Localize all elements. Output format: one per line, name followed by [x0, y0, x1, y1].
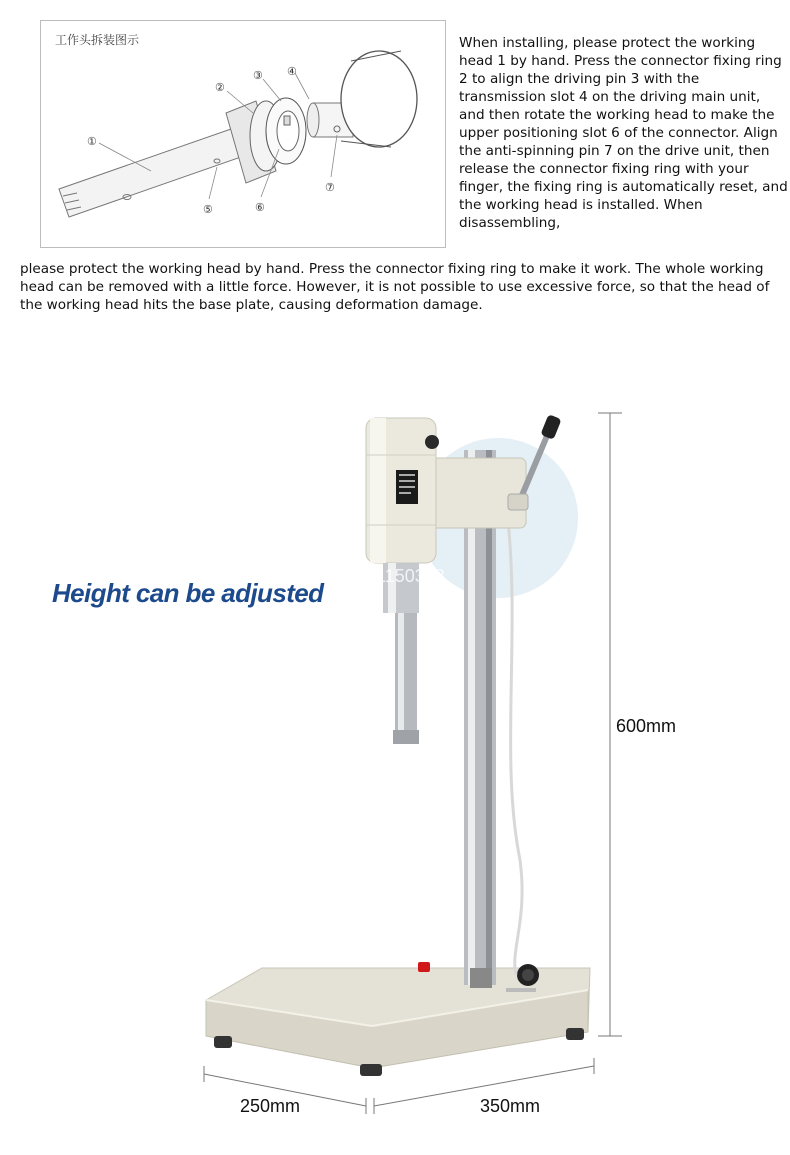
store-watermark: Store No.: 1150358	[290, 566, 445, 586]
instruction-text-part1: When installing, please protect the working head 1 by hand. Press the connector fixing ring 2 to align the driving pin 3 with the transmission slot 4 on the driving main unit, and then rotate the working head to make the upper positioning slot 6 of the connector. Align the anti-spinning pin 7 on the drive unit, then release the connector fixing ring with your finger, the fixing ring is automatically reset, and the working head is installed. When disassembling,	[459, 35, 788, 231]
callout-6: ⑥	[255, 201, 265, 214]
height-dimension-label: 600mm	[616, 716, 677, 736]
depth-dimension-label: 350mm	[480, 1096, 541, 1116]
callout-4: ④	[287, 65, 297, 78]
callout-7: ⑦	[325, 181, 335, 194]
width-dimension-label: 250mm	[240, 1096, 301, 1116]
connector-fixing-ring	[226, 98, 306, 183]
drive-unit	[307, 51, 417, 147]
exploded-view-drawing	[41, 21, 445, 247]
instruction-text-part2: please protect the working head by hand. Press the connector fixing ring to make it work. The whole working head can be removed with a little force. However, it is not possible to use excessive force, so that the head of the working head hits the base plate, causing deformation damage.	[20, 261, 770, 313]
motor-head	[366, 418, 439, 563]
assembly-diagram	[40, 20, 446, 248]
base-plate	[206, 962, 590, 1076]
callout-5: ⑤	[203, 203, 213, 216]
callout-3: ③	[253, 69, 263, 82]
callout-1: ①	[87, 135, 97, 148]
power-switch	[425, 435, 439, 449]
homogenizer-stand-photo	[0, 350, 790, 1155]
diagram-title: 工作头拆装图示	[55, 33, 140, 47]
callout-2: ②	[215, 81, 225, 94]
height-adjustable-caption: Height can be adjusted	[52, 578, 324, 608]
working-head	[383, 563, 419, 744]
indicator-light	[418, 962, 430, 972]
